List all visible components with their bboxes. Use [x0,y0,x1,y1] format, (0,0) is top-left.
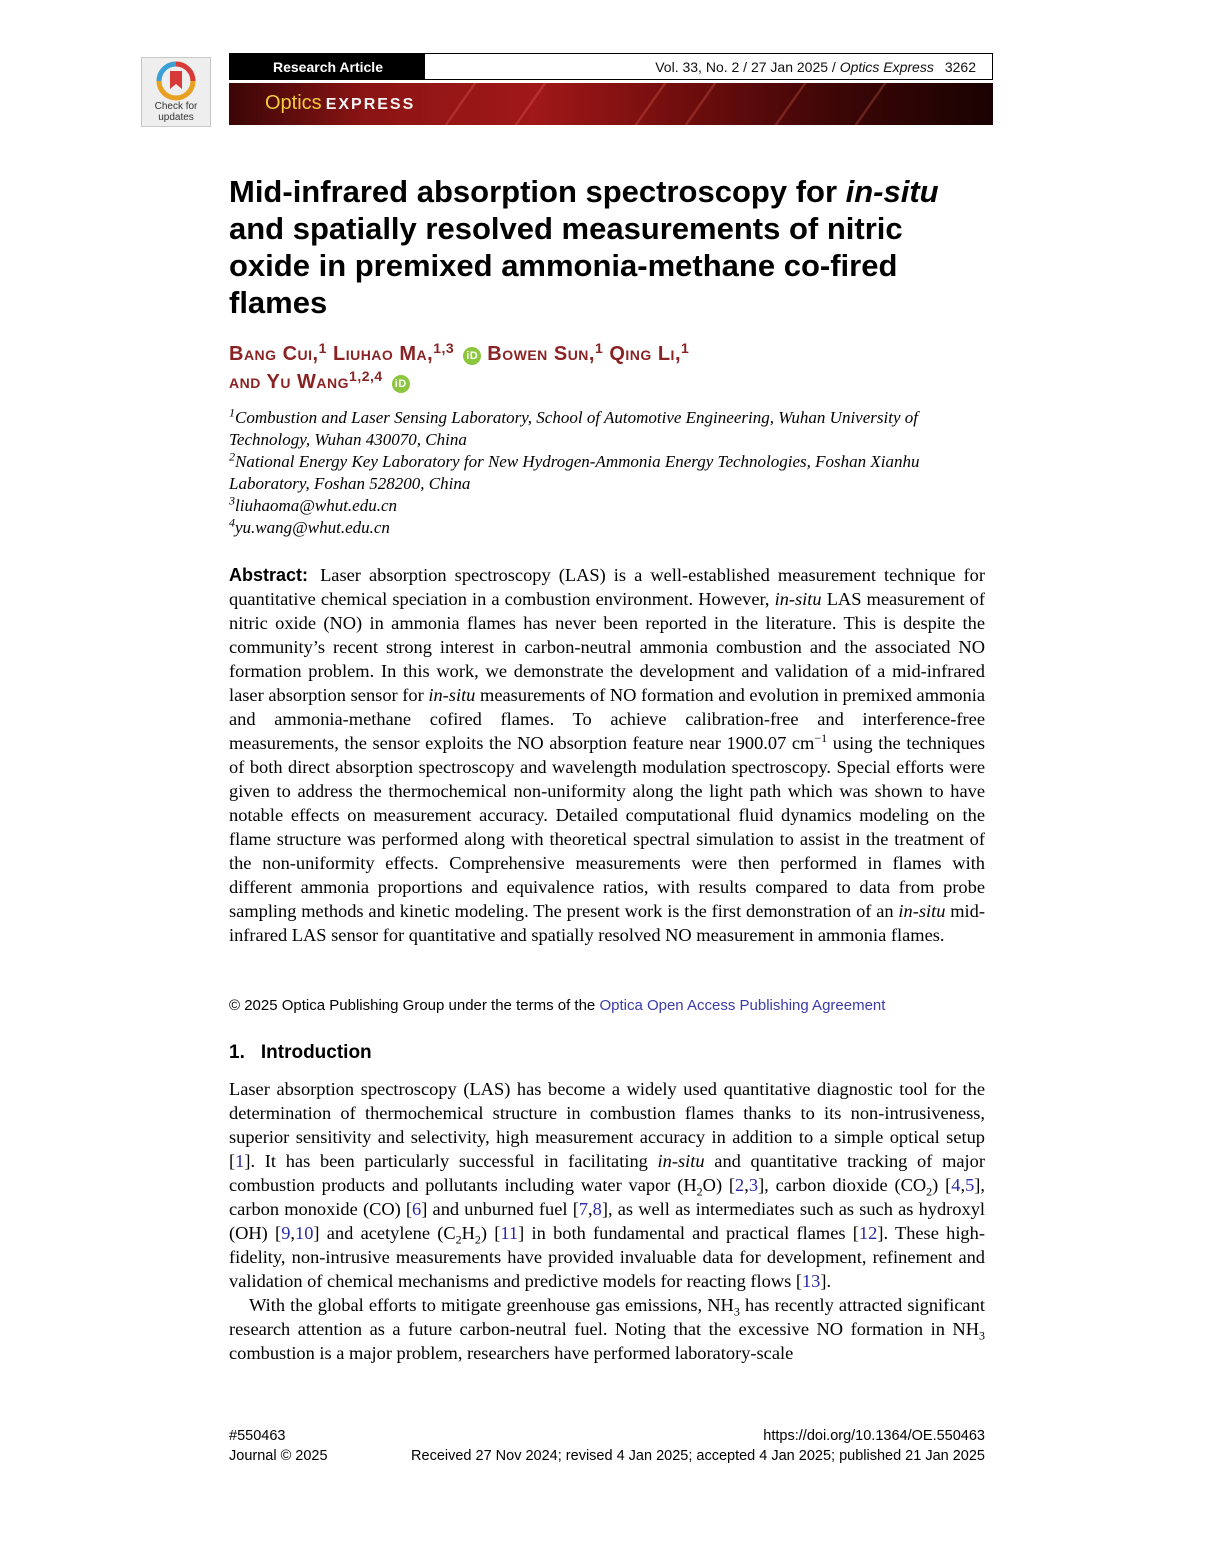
citation-link[interactable]: 13 [801,1271,821,1291]
abstract: Abstract: Laser absorption spectroscopy (LAS) is a well-established measurement technique for quantitative chemical speciation in a combustion environment. However, in-situ LAS measurement of nitric oxide (NO) in ammonia flames has never been reported in the literature. This is despite the community’s recent strong interest in carbon-neutral ammonia combustion and the associated NO formation problem. In this work, we demonstrate the development and validation of a mid-infrared laser absorption sensor for in-situ measurements of NO formation and evolution in premixed ammonia and ammonia-methane cofired flames. To achieve calibration-free and interference-free measurements, the sensor exploits the NO absorption feature near 1900.07 $cm^{-1}$ using the techniques of both direct absorption spectroscopy and wavelength modulation spectroscopy. Special efforts were given to address the thermochemical non-uniformity along the light path which was shown to have notable effects on measurement accuracy. Detailed computational fluid dynamics modeling on the flame structure was performed along with theoretical spectral simulation to assist in the treatment of the non-uniformity effects. Comprehensive measurements were then performed in flames with different ammonia proportions and equivalence ratios, with results compared to data from probe sampling methods and kinetic modeling. The present work is the first demonstration of an in-situ mid-infrared LAS sensor for quantitative and spatially resolved NO measurement in ammonia flames. [229,565,985,945]
orcid-icon[interactable]: iD [463,347,481,365]
page-number: 3262 [944,58,976,75]
license-link[interactable]: Optica Open Access Publishing Agreement [599,997,886,1014]
author-line-1: Bang Cui,$^1$ Liuhao Ma,$^{1,3}$ iD Bowen Sun,$^1$ Qing Li,$^1$ [229,340,690,365]
author-name[interactable]: Bowen Sun, [487,343,595,365]
citation-link[interactable]: 12 [858,1223,878,1243]
affiliation-1: $^1$Combustion and Laser Sensing Laboratory, School of Automotive Engineering, Wuhan University of Technology, Wuhan 430070, China [229,405,918,449]
author-name[interactable]: Qing Li, [609,343,681,365]
citation-link[interactable]: 3 [748,1175,759,1195]
journal-logo-express: EXPRESS [325,96,416,113]
citation-link[interactable]: 11 [500,1223,519,1243]
section-title: Introduction [260,1042,372,1063]
manuscript-id: #550463 [229,1428,286,1444]
page-footer [229,1426,985,1466]
title-line-3: oxide in premixed ammonia-methane co-fired [229,248,898,283]
volume-issue-date: Vol. 33, No. 2 / 27 Jan 2025 / [655,58,840,75]
section-number: 1. [229,1042,245,1063]
publication-dates: Received 27 Nov 2024; revised 4 Jan 2025; accepted 4 Jan 2025; published 21 Jan 2025 [411,1448,985,1464]
paragraph: With the global efforts to mitigate greenhouse gas emissions, $NH_3$ has recently attracted significant research attention as a future carbon-neutral fuel. Noting that the excessive NO formation in $NH_3$ combustion is a major problem, researchers have performed laboratory-scale [229,1295,985,1363]
email-2[interactable]: $^4$yu.wang@whut.edu.cn [229,515,390,537]
citation-link[interactable]: 4 [951,1175,961,1195]
affiliations [229,407,989,539]
title-line-2: and spatially resolved measurements of nitric [229,211,903,246]
crossmark-icon [156,61,196,101]
author-name[interactable]: Bang Cui, [229,343,319,365]
citation-link[interactable]: 6 [412,1199,422,1219]
article-type: Research Article [230,54,425,79]
author-name[interactable]: and Yu Wang [229,371,350,393]
doi-link[interactable]: https://doi.org/10.1364/OE.550463 [763,1428,985,1444]
intro-body [229,1077,985,1365]
affiliation-2: $^2$National Energy Key Laboratory for New Hydrogen-Ammonia Energy Technologies, Foshan Xianhu Laboratory, Foshan 528200, China [229,449,920,493]
crossmark-label-2: updates [158,112,194,123]
title-italic: in-situ [845,174,939,209]
citation-link[interactable]: 7 [578,1199,589,1219]
journal-name: Optics Express [839,58,934,75]
citation-link[interactable]: 9 [281,1223,291,1243]
copyright-notice: © 2025 Optica Publishing Group under the terms of the Optica Open Access Publishing Agreement [229,997,886,1014]
author-line-2: and Yu Wang$^{1,2,4}$ iD [229,368,689,396]
journal-banner [229,83,993,125]
article-title [229,173,1009,321]
paragraph: Laser absorption spectroscopy (LAS) has become a widely used quantitative diagnostic tool for the determination of thermochemical structure in combustion flames thanks to its non-intrusiveness, superior sensitivity and selectivity, high measurement accuracy in addition to a simple optical setup [1]. It has been particularly successful in facilitating in-situ and quantitative tracking of major combustion products and pollutants including water vapor $(H_2O)$ [2,3], carbon dioxide $(CO_2)$ [4,5], carbon monoxide (CO) [6] and unburned fuel [7,8], as well as intermediates such as such as hydroxyl (OH) [9,10] and acetylene $(C_2H_2)$ [11] in both fundamental and practical flames [12]. These high-fidelity, non-intrusive measurements have provided invaluable data for development, refinement and validation of chemical mechanisms and predictive models for reacting flows [13]. [229,1079,985,1291]
section-heading [229,1042,372,1064]
abstract-label: Abstract: [229,565,309,585]
title-line-1: Mid-infrared absorption spectroscopy for in-situ [229,174,939,209]
citation-link[interactable]: 1 [235,1151,245,1171]
orcid-icon[interactable]: iD [392,375,410,393]
citation-link[interactable]: 8 [592,1199,602,1219]
journal-logo [265,92,415,115]
journal-logo-optics: Optics [265,92,322,114]
check-for-updates-badge[interactable] [141,57,211,127]
citation-link[interactable]: 2 [735,1175,745,1195]
journal-copyright: Journal © 2025 [229,1448,328,1464]
author-name[interactable]: Liuhao Ma, [332,343,434,365]
citation-line [425,59,992,75]
author-list [229,340,689,396]
email-1[interactable]: $^3$liuhaoma@whut.edu.cn [229,493,398,515]
crossmark-label-1: Check for [154,101,198,112]
title-line-4: flames [229,285,328,320]
citation-link[interactable]: 5 [965,1175,975,1195]
citation-link[interactable]: 10 [295,1223,314,1243]
journal-header [229,53,993,80]
